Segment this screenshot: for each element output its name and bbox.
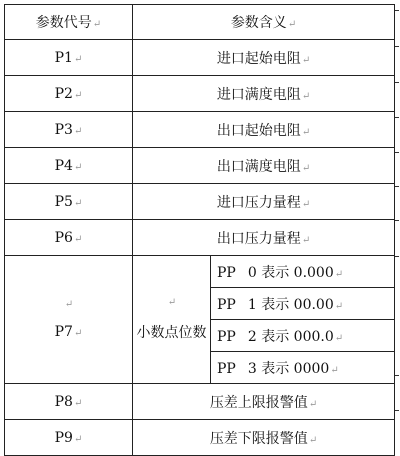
decimal-option: PP 0 表示 0.000↵	[211, 256, 395, 288]
header-meaning: 参数含义↵	[133, 5, 395, 40]
table-row	[5, 184, 395, 220]
param-code: P3↵	[5, 112, 133, 148]
table-row	[5, 112, 395, 148]
table-row-p7	[5, 256, 395, 288]
table-header-row	[5, 5, 395, 40]
header-code: 参数代号↵	[5, 5, 133, 40]
decimal-option: PP 1 表示 00.00↵	[211, 288, 395, 320]
paragraph-mark: ↵	[64, 299, 74, 310]
param-meaning: 出口起始电阻↵	[133, 112, 395, 148]
param-meaning: 压差上限报警值↵	[133, 384, 395, 420]
param-code: P6↵	[5, 220, 133, 256]
param-code: P2↵	[5, 76, 133, 112]
table-row	[5, 76, 395, 112]
param-meaning: 进口起始电阻↵	[133, 40, 395, 76]
table-row	[5, 220, 395, 256]
table-row	[5, 384, 395, 420]
table-row	[5, 40, 395, 76]
param-code: P5↵	[5, 184, 133, 220]
param-meaning: 出口满度电阻↵	[133, 148, 395, 184]
decimal-places-label: ↵ 小数点位数	[133, 256, 211, 384]
param-code: P4↵	[5, 148, 133, 184]
param-meaning: 进口压力量程↵	[133, 184, 395, 220]
table-row	[5, 148, 395, 184]
row-end-marks	[394, 0, 400, 446]
paragraph-mark: ↵	[167, 297, 177, 308]
param-meaning: 进口满度电阻↵	[133, 76, 395, 112]
param-meaning: 出口压力量程↵	[133, 220, 395, 256]
decimal-option: PP 3 表示 0000↵	[211, 352, 395, 384]
parameter-table	[4, 4, 395, 456]
param-meaning: 压差下限报警值↵	[133, 420, 395, 456]
param-code-p7: ↵ P7↵	[5, 256, 133, 384]
param-code: P9↵	[5, 420, 133, 456]
param-code: P1↵	[5, 40, 133, 76]
param-code: P8↵	[5, 384, 133, 420]
table-row	[5, 420, 395, 456]
decimal-option: PP 2 表示 000.0↵	[211, 320, 395, 352]
